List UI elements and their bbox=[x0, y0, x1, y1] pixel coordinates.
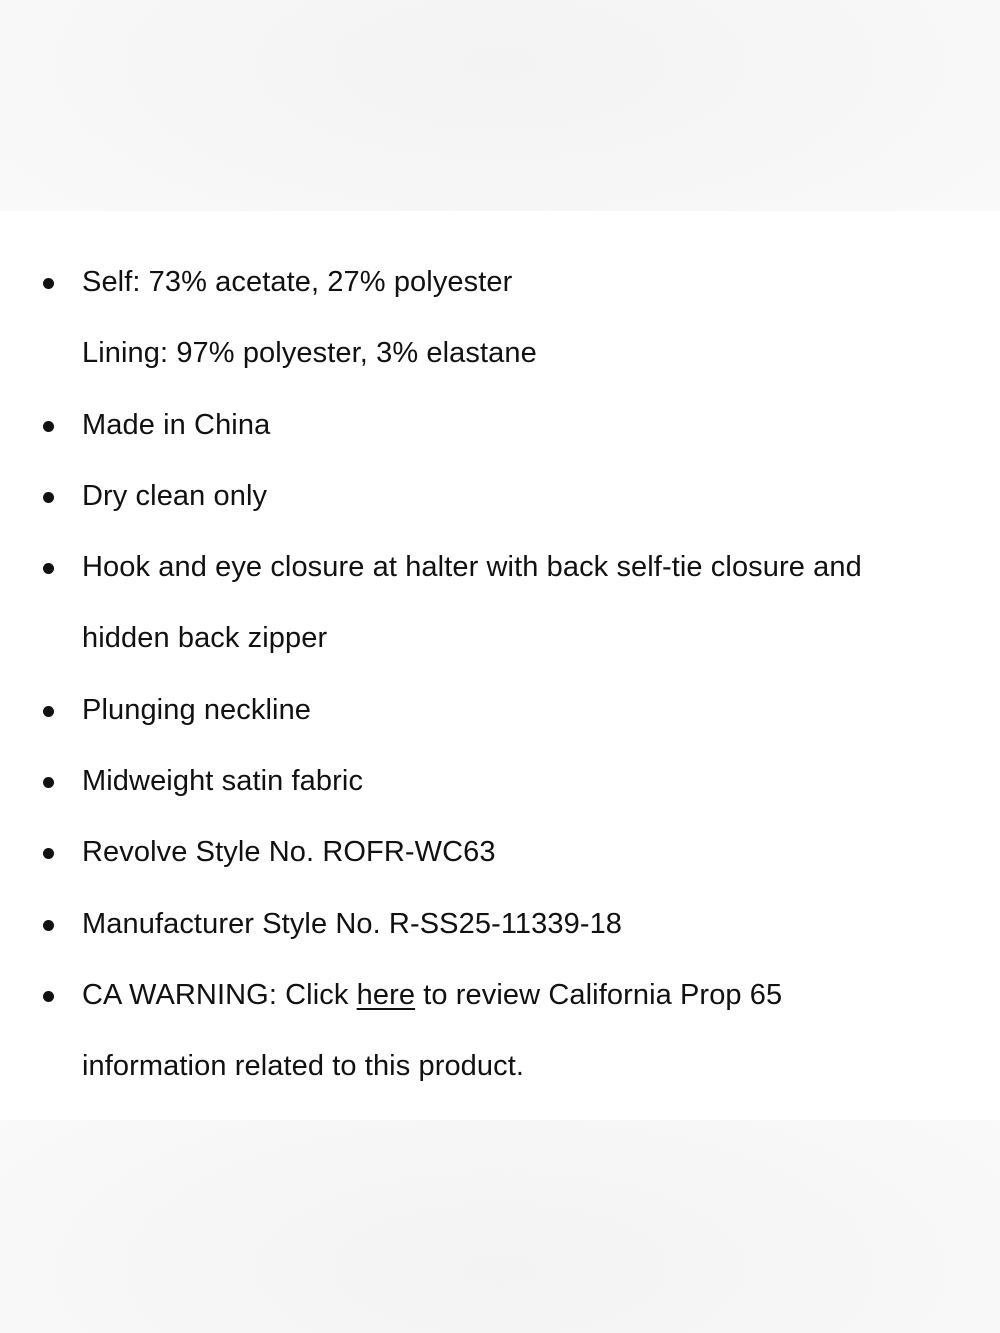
bullet-icon bbox=[43, 920, 54, 931]
list-item-text: Dry clean only bbox=[82, 479, 268, 512]
list-item-fabric bbox=[0, 247, 1000, 390]
bullet-icon bbox=[43, 991, 54, 1002]
ca-warning-line-1 bbox=[82, 960, 940, 1031]
list-item-text: Hook and eye closure at halter with back self-tie closure and bbox=[82, 551, 862, 584]
list-item-fabric-weight bbox=[0, 746, 1000, 817]
bullet-icon bbox=[43, 777, 54, 788]
bullet-icon bbox=[43, 278, 54, 289]
list-item-neckline bbox=[0, 675, 1000, 746]
product-details-panel bbox=[0, 211, 1000, 1120]
list-item-closure bbox=[0, 532, 1000, 675]
list-item-text: Plunging neckline bbox=[82, 693, 312, 726]
bullet-icon bbox=[43, 421, 54, 432]
bullet-icon bbox=[43, 563, 54, 574]
list-item-text: Lining: 97% polyester, 3% elastane bbox=[82, 337, 537, 370]
list-item-text: Midweight satin fabric bbox=[82, 765, 364, 798]
ca-warning-line-2: information related to this product. bbox=[82, 1050, 525, 1083]
prop65-here-link[interactable]: here bbox=[356, 978, 416, 1011]
list-item-text: Revolve Style No. ROFR-WC63 bbox=[82, 836, 496, 869]
bullet-icon bbox=[43, 706, 54, 717]
list-item-text: Made in China bbox=[82, 408, 271, 441]
list-item-care bbox=[0, 461, 1000, 532]
ca-warning-prefix: CA WARNING: Click bbox=[82, 978, 357, 1011]
list-item-manufacturer-style bbox=[0, 889, 1000, 960]
ca-warning-suffix: to review California Prop 65 bbox=[415, 978, 783, 1011]
top-backdrop bbox=[0, 0, 1000, 211]
list-item-text: Self: 73% acetate, 27% polyester bbox=[82, 266, 513, 298]
bullet-icon bbox=[43, 848, 54, 859]
bottom-backdrop bbox=[0, 1120, 1000, 1333]
list-item-text: Manufacturer Style No. R-SS25-11339-18 bbox=[82, 907, 623, 940]
list-item-origin bbox=[0, 390, 1000, 461]
product-details-list bbox=[0, 247, 1000, 1103]
list-item-text: hidden back zipper bbox=[82, 622, 328, 655]
list-item-ca-warning bbox=[0, 960, 1000, 1103]
list-item-style-number bbox=[0, 817, 1000, 888]
bullet-icon bbox=[43, 492, 54, 503]
